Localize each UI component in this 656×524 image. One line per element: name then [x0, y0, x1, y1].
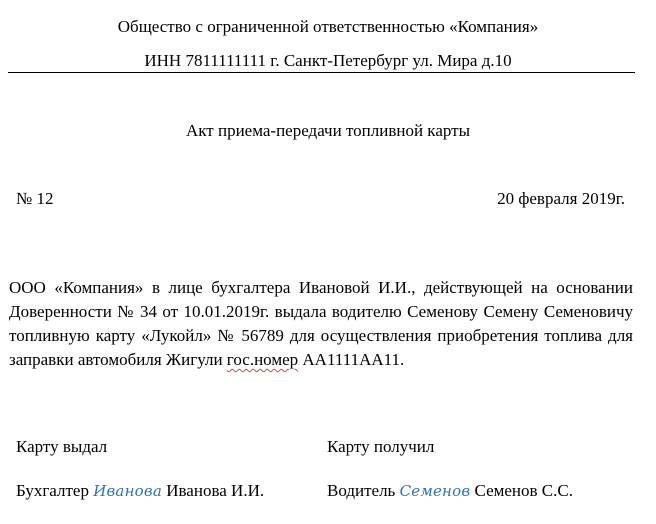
spellcheck-flagged-word[interactable]: гос.номер: [226, 350, 299, 369]
issued-label: Карту выдал: [16, 437, 108, 456]
receiver-name: Семенов С.С.: [474, 481, 573, 500]
issuer-role: Бухгалтер: [16, 481, 89, 500]
receiver-role: Водитель: [327, 481, 396, 500]
body-text-part1: ООО «Компания» в лице бухгалтера Ивановой И.И., действующей на основании Доверенности № 34 от 10.01.2019г. выдала водителю Семенову Семену Семеновичу топливную карту «Лукойл» № 56789 для осуществления приобретения топлива для заправки автомобиля Жигули: [9, 278, 633, 369]
issuer-signature-row: [16, 481, 264, 501]
document-body[interactable]: [9, 276, 633, 372]
document-date: 20 февраля 2019г.: [497, 189, 625, 208]
header-divider: [8, 72, 635, 73]
receiver-signature-row: [327, 481, 573, 501]
issuer-signature: Иванова: [93, 482, 162, 500]
received-label: Карту получил: [327, 437, 435, 456]
document-number: № 12: [16, 189, 54, 208]
body-text-part2: АА1111АА11.: [298, 350, 405, 369]
document-title: Акт приема-передачи топливной карты: [186, 121, 470, 140]
receiver-signature: Семенов: [399, 482, 471, 500]
issuer-name: Иванова И.И.: [166, 481, 265, 500]
company-name: Общество с ограниченной ответственностью «Компания»: [117, 17, 539, 36]
company-address: ИНН 7811111111 г. Санкт-Петербург ул. Мира д.10: [144, 51, 512, 70]
